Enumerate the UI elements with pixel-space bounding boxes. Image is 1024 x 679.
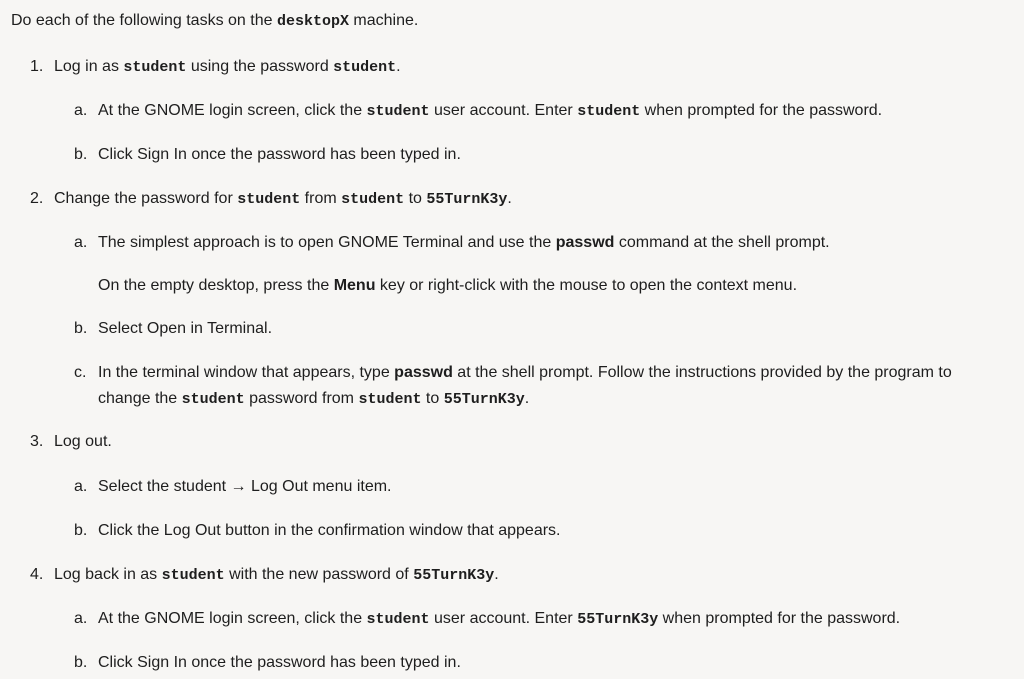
step-1b (74, 145, 461, 165)
step-text: . (507, 190, 512, 207)
substep-text: At the GNOME login screen, click the (98, 102, 367, 119)
step-4b (74, 653, 461, 673)
intro-text-end: machine. (348, 12, 419, 29)
command-passwd: passwd (555, 234, 615, 251)
step-1 (30, 57, 401, 78)
step-2 (30, 189, 512, 210)
substep-letter: a. (74, 102, 88, 119)
substep-letter: a. (74, 234, 88, 251)
code-username: student (181, 391, 245, 408)
step-text: using the password (186, 58, 334, 75)
substep-text: command at the shell prompt. (614, 234, 830, 251)
step-text: from (300, 190, 342, 207)
step-text: with the new password of (224, 566, 414, 583)
substep-letter: a. (74, 610, 88, 627)
step-3 (30, 432, 112, 452)
step-text: . (396, 58, 401, 75)
code-new-password: 55TurnK3y (426, 191, 508, 208)
substep-letter: c. (74, 364, 87, 381)
step-2c-cont (98, 389, 529, 410)
code-username: student (366, 103, 430, 120)
substep-letter: a. (74, 478, 88, 495)
step-4 (30, 565, 499, 586)
step-text: . (494, 566, 499, 583)
note-text: On the empty desktop, press the (98, 277, 334, 294)
substep-text: Select the student → Log Out menu item. (98, 478, 392, 495)
step-text: to (404, 190, 427, 207)
command-passwd: passwd (394, 364, 453, 381)
substep-text: . (524, 390, 530, 407)
code-new-password: 55TurnK3y (413, 567, 495, 584)
substep-text: change the (98, 390, 182, 407)
machine-name: desktopX (276, 13, 349, 30)
substep-letter: b. (74, 146, 88, 163)
substep-text: At the GNOME login screen, click the (98, 610, 367, 627)
code-password: student (577, 103, 641, 120)
step-2a-note (98, 276, 797, 296)
code-new-password: 55TurnK3y (577, 611, 659, 628)
step-text: Log back in as (54, 566, 162, 583)
substep-text: Click Sign In once the password has been typed in. (98, 654, 461, 671)
step-2a (74, 233, 830, 253)
step-1a (74, 101, 882, 122)
step-text: Change the password for (54, 190, 238, 207)
code-new-password: 55TurnK3y (443, 391, 525, 408)
substep-text: Select Open in Terminal. (98, 320, 273, 337)
step-2c (74, 363, 952, 383)
step-3a (74, 477, 392, 497)
substep-letter: b. (74, 522, 88, 539)
step-2b (74, 319, 272, 339)
substep-text: user account. Enter (429, 102, 578, 119)
code-username: student (366, 611, 430, 628)
substep-text: when prompted for the password. (658, 610, 901, 627)
code-username: student (161, 567, 225, 584)
substep-text: The simplest approach is to open GNOME Terminal and use the (98, 234, 556, 251)
intro-text: Do each of the following tasks on the (11, 12, 277, 29)
step-3b (74, 521, 560, 541)
substep-text: Click the Log Out button in the confirmation window that appears. (98, 522, 561, 539)
code-old-password: student (358, 391, 422, 408)
code-password: student (333, 59, 397, 76)
note-text: key or right-click with the mouse to open the context menu. (375, 277, 798, 294)
step-number: 4. (30, 566, 44, 583)
substep-letter: b. (74, 654, 88, 671)
step-text: Log out. (54, 433, 112, 450)
code-old-password: student (341, 191, 405, 208)
code-username: student (123, 59, 187, 76)
substep-text: Click Sign In once the password has been typed in. (98, 146, 461, 163)
step-text: Log in as (54, 58, 124, 75)
code-username: student (237, 191, 301, 208)
step-4a (74, 609, 900, 630)
step-number: 1. (30, 58, 44, 75)
key-menu: Menu (333, 277, 376, 294)
intro-line (11, 11, 418, 32)
step-number: 2. (30, 190, 44, 207)
substep-letter: b. (74, 320, 88, 337)
substep-text: user account. Enter (429, 610, 578, 627)
substep-text: to (421, 390, 444, 407)
substep-text: In the terminal window that appears, type (98, 364, 395, 381)
step-number: 3. (30, 433, 44, 450)
substep-text: at the shell prompt. Follow the instructions provided by the program to (452, 364, 952, 381)
substep-text: password from (244, 390, 359, 407)
substep-text: when prompted for the password. (640, 102, 883, 119)
